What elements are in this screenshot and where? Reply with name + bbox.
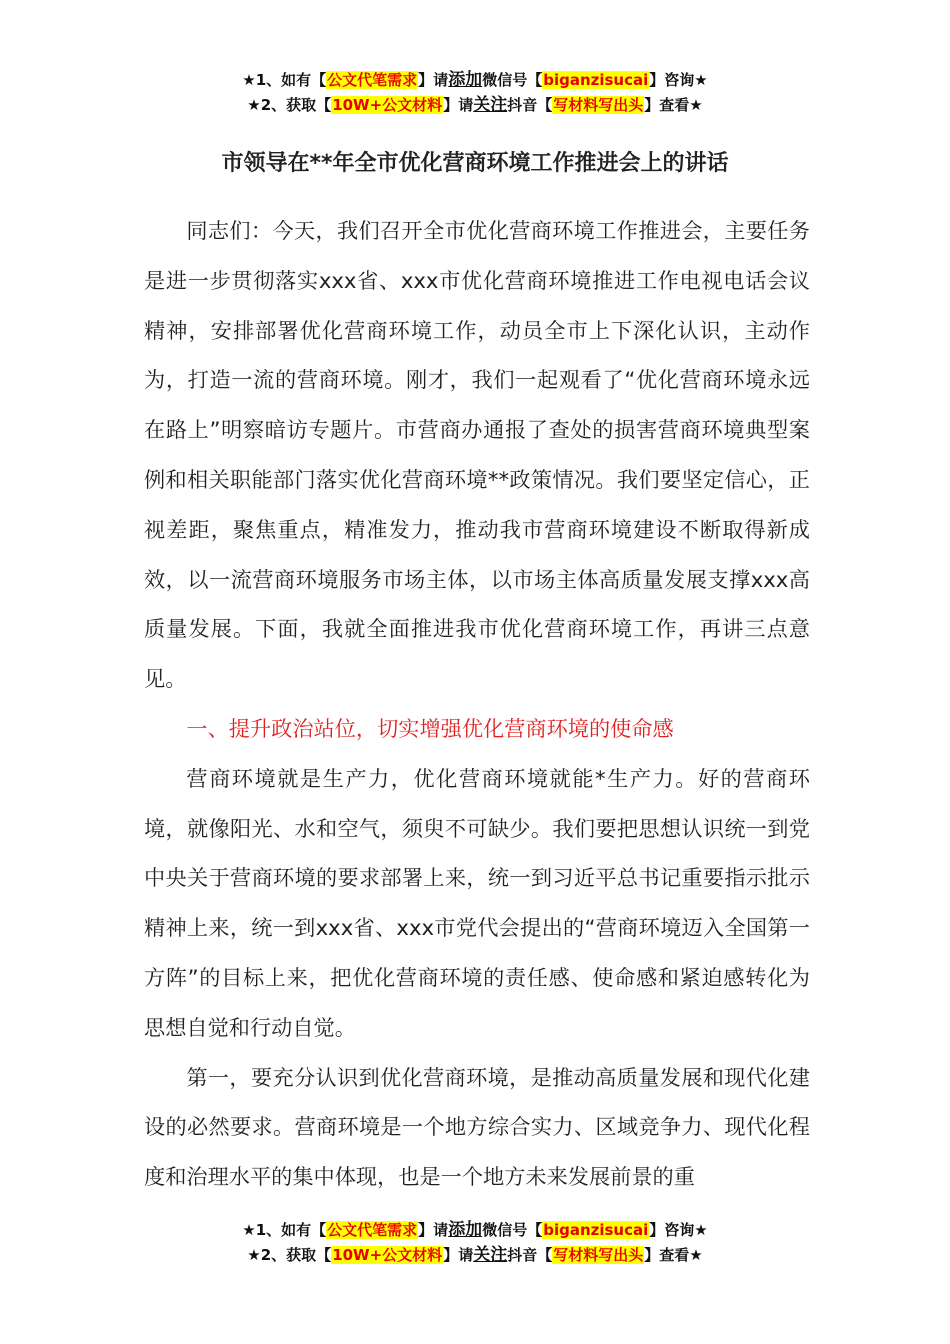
banner-wechat-id: biganzisucai: [543, 1221, 649, 1239]
banner-text: 】咨询★: [649, 71, 708, 89]
banner-underline: 关注: [473, 95, 508, 115]
banner-line-1: [0, 68, 950, 93]
banner-douyin-id: 写材料写出头: [553, 1246, 644, 1264]
banner-text: 微信号【: [482, 71, 543, 89]
banner-highlight: 10W+公文材料: [332, 1246, 443, 1264]
paragraph: 第一，要充分认识到优化营商环境，是推动高质量发展和现代化建设的必然要求。营商环境是一个地方综合实力、区域竞争力、现代化程度和治理水平的集中体现，也是一个地方未来发展前景的重: [144, 1064, 810, 1190]
banner-text: 】请: [443, 1246, 474, 1264]
paragraph: 营商环境就是生产力，优化营商环境就能*生产力。好的营商环境，就像阳光、水和空气，须臾不可缺少。我们要把思想认识统一到党中央关于营商环境的要求部署上来，统一到习近平总书记重要指示批示精神上来，统一到xxx省、xxx市党代会提出的“营商环境迈入全国第一方阵”的目标上来，把优化营商环境的责任感、使命感和紧迫感转化为思想自觉和行动自觉。: [144, 765, 810, 1040]
banner-highlight: 10W+公文材料: [332, 96, 443, 114]
banner-text: ★2、获取【: [247, 96, 332, 114]
banner-highlight: 公文代笔需求: [327, 1221, 418, 1239]
banner-douyin-id: 写材料写出头: [553, 96, 644, 114]
banner-line-2: [0, 1243, 950, 1268]
banner-text: ★1、如有【: [242, 1221, 327, 1239]
banner-text: 】请: [418, 71, 449, 89]
header-banner: [0, 68, 950, 118]
section-heading-1: 一、提升政治站位，切实增强优化营商环境的使命感: [186, 715, 674, 741]
banner-highlight: 公文代笔需求: [327, 71, 418, 89]
banner-underline: 添加: [448, 70, 483, 90]
banner-text: ★2、获取【: [247, 1246, 332, 1264]
banner-line-1: [0, 1218, 950, 1243]
banner-text: ★1、如有【: [242, 71, 327, 89]
footer-banner: [0, 1218, 950, 1268]
banner-text: 】查看★: [644, 1246, 703, 1264]
banner-wechat-id: biganzisucai: [543, 71, 649, 89]
banner-text: 抖音【: [507, 96, 553, 114]
banner-text: 抖音【: [507, 1246, 553, 1264]
banner-underline: 添加: [448, 1220, 483, 1240]
document-body: [144, 206, 810, 1202]
banner-text: 】请: [443, 96, 474, 114]
banner-text: 】咨询★: [649, 1221, 708, 1239]
banner-text: 微信号【: [482, 1221, 543, 1239]
paragraph-opening: 同志们：今天，我们召开全市优化营商环境工作推进会，主要任务是进一步贯彻落实xxx省、xxx市优化营商环境推进工作电视电话会议精神，安排部署优化营商环境工作，动员全市上下深化认识，主动作为，打造一流的营商环境。刚才，我们一起观看了“优化营商环境永远在路上”明察暗访专题片。市营商办通报了查处的损害营商环境典型案例和相关职能部门落实优化营商环境**政策情况。我们要坚定信心，正视差距，聚焦重点，精准发力，推动我市营商环境建设不断取得新成效，以一流营商环境服务市场主体，以市场主体高质量发展支撑xxx高质量发展。下面，我就全面推进我市优化营商环境工作，再讲三点意见。: [144, 218, 810, 692]
banner-line-2: [0, 93, 950, 118]
document-title: 市领导在**年全市优化营商环境工作推进会上的讲话: [221, 151, 729, 176]
banner-text: 】请: [418, 1221, 449, 1239]
banner-underline: 关注: [473, 1245, 508, 1265]
banner-text: 】查看★: [644, 96, 703, 114]
